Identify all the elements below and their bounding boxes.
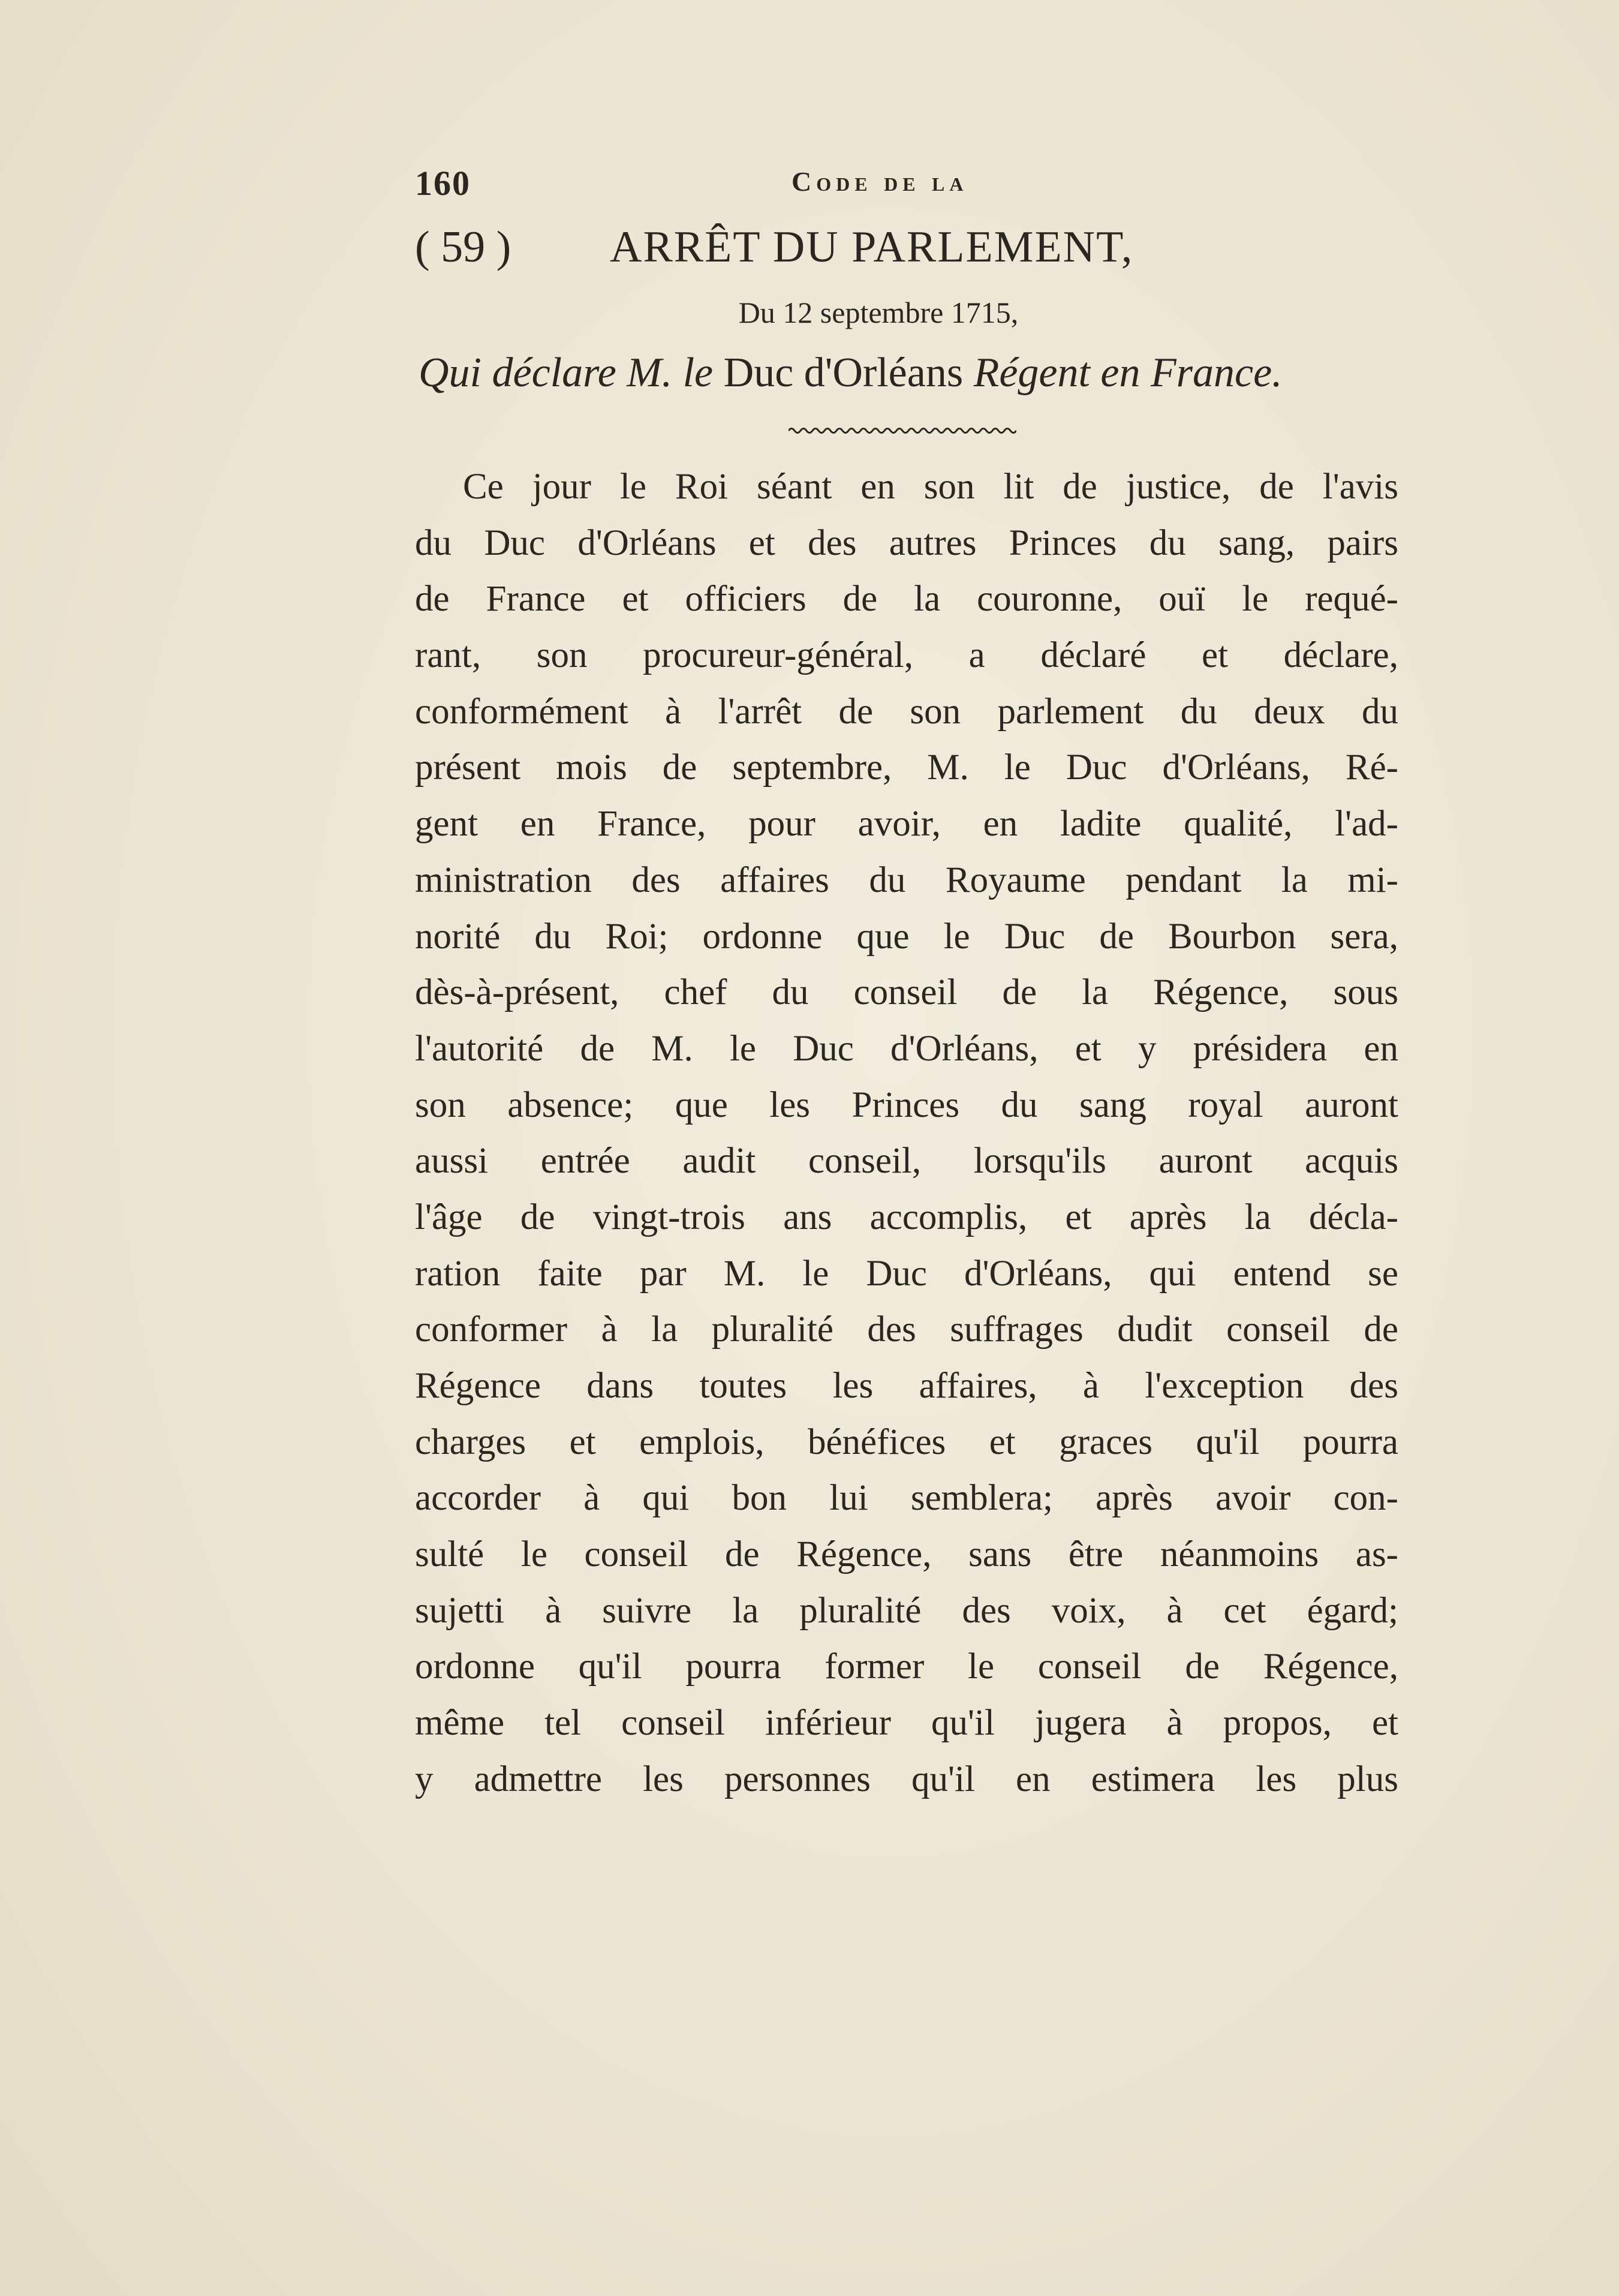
body-line: présent mois de septembre, M. le Duc d'Orléans, Ré- xyxy=(415,747,1398,788)
body-line: charges et emplois, bénéfices et graces qu'il pourra xyxy=(415,1422,1398,1462)
body-line: même tel conseil inférieur qu'il jugera à propos, et xyxy=(415,1703,1398,1744)
article-heading xyxy=(415,222,1398,288)
body-line: ration faite par M. le Duc d'Orléans, qui entend se xyxy=(415,1253,1398,1294)
body-line: y admettre les personnes qu'il en estimera les plus xyxy=(415,1759,1398,1799)
article-date: Du 12 septembre 1715, xyxy=(738,296,1019,329)
body-line: gent en France, pour avoir, en ladite qualité, l'ad- xyxy=(415,804,1398,845)
body-line: accorder à qui bon lui semblera; après avoir con- xyxy=(415,1478,1398,1519)
page-number: 160 xyxy=(415,164,471,203)
body-line: ordonne qu'il pourra former le conseil de Régence, xyxy=(415,1646,1398,1687)
article-body xyxy=(415,459,1398,1808)
wavy-rule-ornament xyxy=(789,423,1016,438)
subtitle-part-3: Régent en France. xyxy=(973,350,1283,396)
body-line: du Duc d'Orléans et des autres Princes du sang, pairs xyxy=(415,522,1398,563)
article-number: ( 59 ) xyxy=(415,223,511,272)
body-line: sujetti à suivre la pluralité des voix, à cet égard; xyxy=(415,1590,1398,1631)
subtitle-part-2: Duc d'Orléans xyxy=(713,350,974,396)
body-line: de France et officiers de la couronne, ouï le requé- xyxy=(415,579,1398,620)
body-line: l'autorité de M. le Duc d'Orléans, et y présidera en xyxy=(415,1028,1398,1069)
body-line: son absence; que les Princes du sang royal auront xyxy=(415,1084,1398,1125)
article-subtitle xyxy=(419,349,1402,397)
body-line: aussi entrée audit conseil, lorsqu'ils auront acquis xyxy=(415,1141,1398,1182)
body-line: ministration des affaires du Royaume pendant la mi- xyxy=(415,860,1398,900)
body-line: l'âge de vingt-trois ans accomplis, et après la décla- xyxy=(415,1197,1398,1237)
body-line: sulté le conseil de Régence, sans être néanmoins as- xyxy=(415,1534,1398,1575)
body-line: dès-à-présent, chef du conseil de la Régence, sous xyxy=(415,972,1398,1013)
running-head xyxy=(415,163,1015,211)
article-title: ARRÊT DU PARLEMENT, xyxy=(610,223,1134,272)
body-line: Régence dans toutes les affaires, à l'exception des xyxy=(415,1366,1398,1406)
body-line: norité du Roi; ordonne que le Duc de Bourbon sera, xyxy=(415,916,1398,957)
body-line: rant, son procureur-général, a déclaré et déclare, xyxy=(415,635,1398,676)
subtitle-part-1: Qui déclare M. le xyxy=(419,350,714,396)
running-title: Code de la xyxy=(792,166,968,197)
body-line: Ce jour le Roi séant en son lit de justice, de l'avis xyxy=(463,467,1398,507)
body-line: conformer à la pluralité des suffrages dudit conseil de xyxy=(415,1309,1398,1350)
body-line: conformément à l'arrêt de son parlement du deux du xyxy=(415,691,1398,732)
